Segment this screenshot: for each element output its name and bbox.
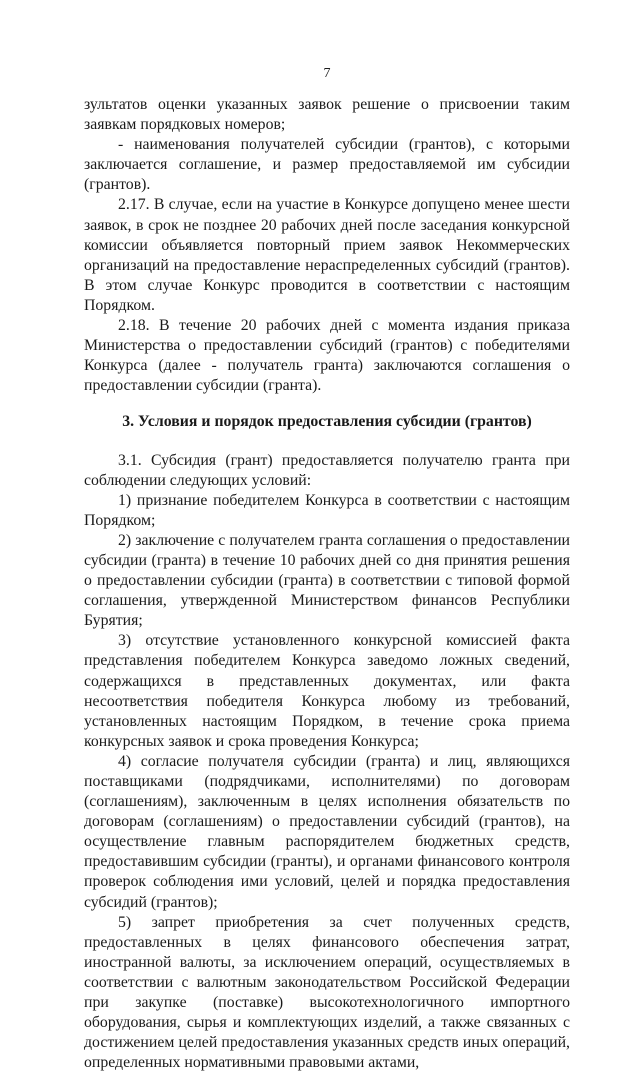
page-number: 7: [323, 66, 331, 81]
list-item: 2) заключение с получателем гранта соглашения о предоставлении субсидии (гранта) в течение 10 рабочих дней со дня принятия решения о предоставлении субсидии (гранта) в соответствии с типовой формой соглашения, утвержденной Министерством финансов Республики Бурятия;: [84, 531, 570, 630]
list-item: 3) отсутствие установленного конкурсной комиссией факта представления победителем Конкурса заведомо ложных сведений, содержащихся в представленных документах, или факта несоответствия победителя Конкурса любому из требований, установленных настоящим Порядком, в течение срока приема конкурсных заявок и срока проведения Конкурса;: [84, 632, 570, 750]
document-body: [84, 95, 570, 1073]
paragraph: - наименования получателей субсидии (грантов), с которыми заключается соглашение, и размер предоставляемой им субсидии (грантов).: [84, 136, 570, 194]
list-item: 5) запрет приобретения за счет полученных средств, предоставленных в целях финансового обеспечения затрат, иностранной валюты, за исключением операций, осуществляемых в соответствии с валютным законодательством Российской Федерации при закупке (поставке) высокотехнологичного импортного оборудования, сырья и комплектующих изделий, а также связанных с достижением целей предоставления указанных средств иных операций, определенных нормативными правовыми актами,: [84, 913, 570, 1072]
paragraph: 2.18. В течение 20 рабочих дней с момента издания приказа Министерства о предоставлении субсидий (грантов) с победителями Конкурса (далее - получатель гранта) заключаются соглашения о предоставлении субсидии (гранта).: [84, 317, 570, 395]
list-item: 4) согласие получателя субсидии (гранта) и лиц, являющихся поставщиками (подрядчиками, исполнителями) по договорам (соглашениям), заключенным в целях исполнения обязательств по договорам (соглашениям) о предоставлении субсидий (грантов), на осуществление главным распорядителем бюджетных средств, предоставившим субсидии (гранты), и органами финансового контроля проверок соблюдения ими условий, целей и порядка предоставления субсидий (грантов);: [84, 752, 570, 911]
list-item: 1) признание победителем Конкурса в соответствии с настоящим Порядком;: [84, 491, 570, 529]
paragraph: 2.17. В случае, если на участие в Конкурсе допущено менее шести заявок, в срок не позднее 20 рабочих дней после заседания конкурсной комиссии объявляется повторный прием заявок Некоммерческих организаций на предоставление нераспределенных субсидий (грантов). В этом случае Конкурс проводится в соответствии с настоящим Порядком.: [84, 196, 570, 314]
section-heading: 3. Условия и порядок предоставления субсидии (грантов): [122, 413, 532, 431]
paragraph: 3.1. Субсидия (грант) предоставляется получателю гранта при соблюдении следующих условий:: [84, 451, 570, 489]
paragraph: зультатов оценки указанных заявок решение о присвоении таким заявкам порядковых номеров;: [84, 96, 570, 134]
document-page: [84, 0, 570, 1072]
